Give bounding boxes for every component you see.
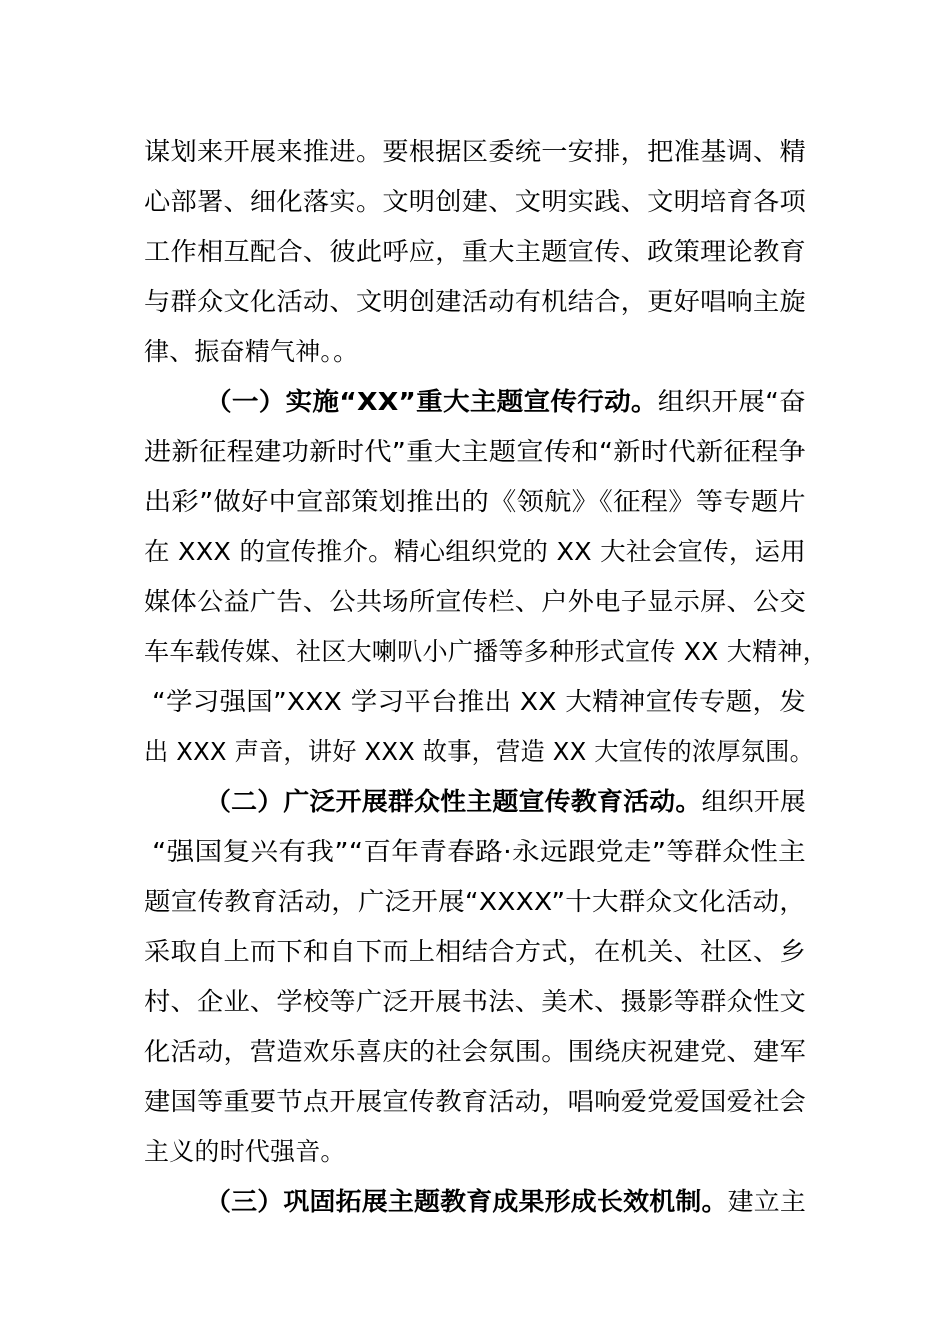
line-text: [144, 427, 806, 477]
body-text: 建立主: [727, 1187, 806, 1216]
paragraph-line: [144, 877, 950, 927]
body-text: 主义的时代强音。: [144, 1137, 346, 1166]
paragraph-line: [144, 577, 950, 627]
body-text: 心部署、细化落实。文明创建、文明实践、文明培育各项: [144, 187, 806, 216]
line-text: [152, 827, 806, 877]
paragraph-line: [144, 977, 950, 1027]
body-text: 与群众文化活动、文明创建活动有机结合，更好唱响主旋: [144, 287, 806, 316]
paragraph-line: [205, 777, 950, 827]
section-heading-text: （一）实施“XX”重大主题宣传行动。: [205, 387, 658, 416]
line-text: [152, 677, 806, 727]
line-text: [144, 277, 806, 327]
line-text: [144, 177, 806, 227]
line-text: [144, 1077, 806, 1127]
paragraph-line: [144, 177, 950, 227]
line-text: [144, 627, 828, 677]
paragraph-line: [144, 227, 950, 277]
line-text: [144, 927, 806, 977]
body-text: 化活动，营造欢乐喜庆的社会氛围。围绕庆祝建党、建军: [144, 1037, 806, 1066]
body-text: 组织开展“奋: [657, 387, 806, 416]
line-text: [205, 1177, 806, 1227]
line-text: [144, 127, 806, 177]
body-text: 村、企业、学校等广泛开展书法、美术、摄影等群众性文: [144, 987, 806, 1016]
paragraph-line: [144, 627, 950, 677]
paragraph-line: [144, 527, 950, 577]
line-text: [144, 727, 814, 777]
paragraph-line: [144, 727, 950, 777]
paragraph-line: [144, 1077, 950, 1127]
line-text: [144, 477, 806, 527]
body-text: 律、振奋精气神。。: [144, 337, 359, 366]
body-text: 题宣传教育活动，广泛开展“XXXX”十大群众文化活动，: [144, 887, 806, 916]
paragraph-line: [144, 1027, 950, 1077]
line-text: [144, 227, 806, 277]
paragraph-line: [144, 1127, 950, 1177]
body-text: 出彩”做好中宣部策划推出的《领航》《征程》等专题片: [144, 487, 806, 516]
line-text: [144, 1027, 806, 1077]
body-text: 出 XXX 声音，讲好 XXX 故事，营造 XX 大宣传的浓厚氛围。: [144, 737, 814, 766]
section-heading-text: （二）广泛开展群众性主题宣传教育活动。: [205, 787, 702, 816]
body-text: 工作相互配合、彼此呼应，重大主题宣传、政策理论教育: [144, 237, 806, 266]
paragraph-line: [205, 1177, 950, 1227]
line-text: [144, 327, 358, 377]
paragraph-line: [205, 377, 950, 427]
paragraph-line: [144, 477, 950, 527]
body-text: 建国等重要节点开展宣传教育活动，唱响爱党爱国爱社会: [144, 1087, 806, 1116]
paragraph-line: [152, 677, 950, 727]
body-text: “强国复兴有我”“百年青春路·永远跟党走”等群众性主: [152, 837, 806, 866]
body-text: 在 XXX 的宣传推介。精心组织党的 XX 大社会宣传，运用: [144, 537, 806, 566]
line-text: [205, 377, 806, 427]
body-text: 进新征程建功新时代”重大主题宣传和“新时代新征程争: [144, 437, 806, 466]
body-text: 组织开展: [701, 787, 806, 816]
line-text: [144, 527, 806, 577]
body-text: 谋划来开展来推进。要根据区委统一安排，把准基调、精: [144, 137, 806, 166]
body-text: 媒体公益广告、公共场所宣传栏、户外电子显示屏、公交: [144, 587, 806, 616]
line-text: [144, 577, 806, 627]
body-text: “学习强国”XXX 学习平台推出 XX 大精神宣传专题，发: [152, 687, 806, 716]
paragraph-line: [152, 827, 950, 877]
section-heading-text: （三）巩固拓展主题教育成果形成长效机制。: [205, 1187, 728, 1216]
body-text: 车车载传媒、社区大喇叭小广播等多种形式宣传 XX 大精神，: [144, 637, 828, 666]
paragraph-line: [144, 327, 950, 377]
paragraph-line: [144, 427, 950, 477]
line-text: [205, 777, 806, 827]
paragraph-line: [144, 927, 950, 977]
paragraph-line: [144, 127, 950, 177]
paragraph-line: [144, 277, 950, 327]
line-text: [144, 977, 806, 1027]
body-text: 采取自上而下和自下而上相结合方式，在机关、社区、乡: [144, 937, 806, 966]
line-text: [144, 877, 806, 927]
line-text: [144, 1127, 346, 1177]
